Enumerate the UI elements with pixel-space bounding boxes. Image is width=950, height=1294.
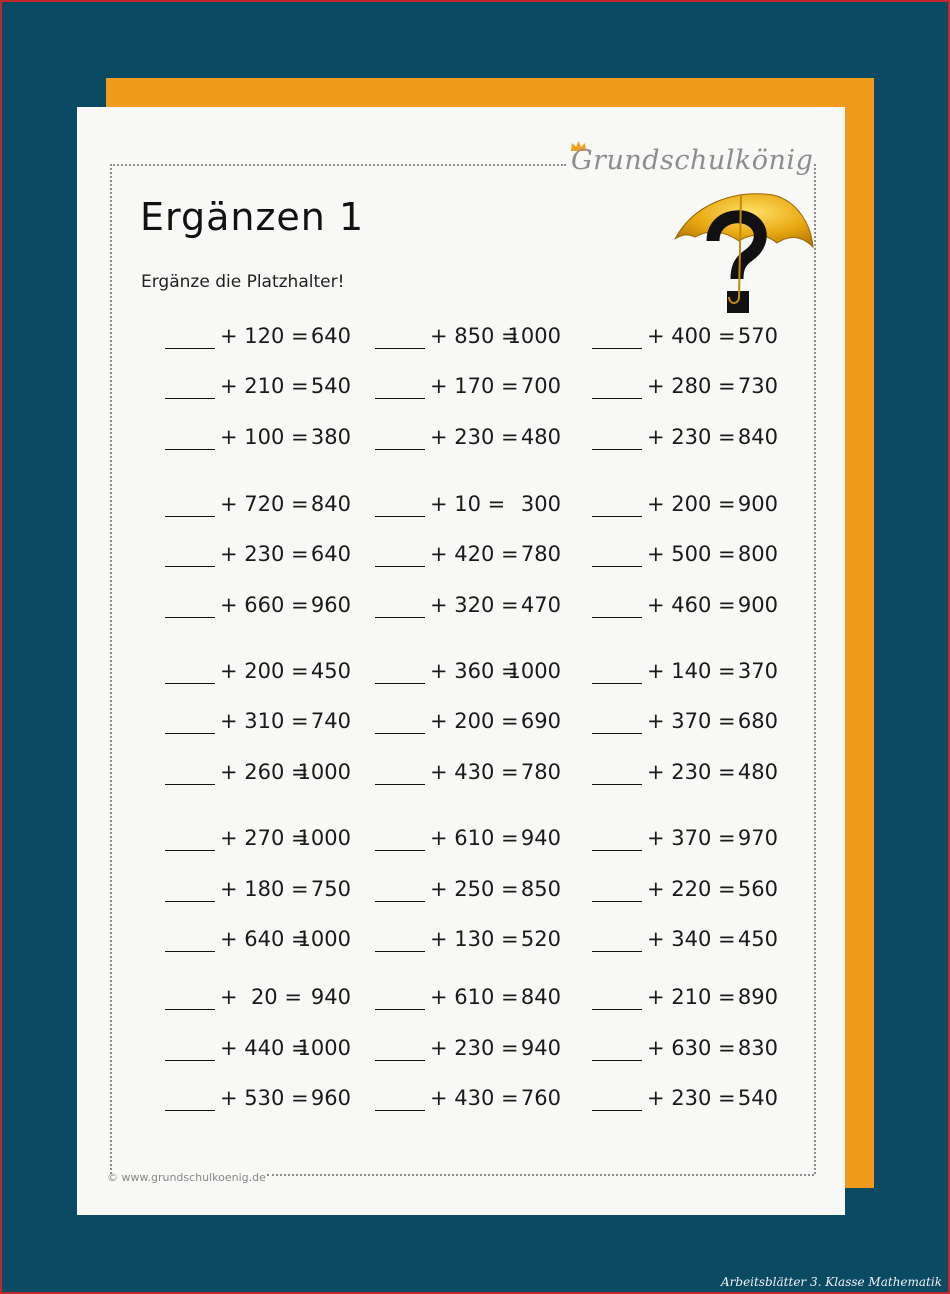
sum-text: 960 — [310, 1086, 351, 1110]
sum-text: 680 — [737, 709, 778, 733]
addend-text: + 420 = — [430, 542, 519, 566]
answer-blank[interactable] — [165, 449, 215, 450]
sum-text: 840 — [520, 985, 561, 1009]
answer-blank[interactable] — [165, 951, 215, 952]
addend-text: + 130 = — [430, 927, 519, 951]
answer-blank[interactable] — [375, 784, 425, 785]
answer-blank[interactable] — [375, 1060, 425, 1061]
sum-text: 830 — [737, 1036, 778, 1060]
addend-text: + 430 = — [430, 1086, 519, 1110]
addend-text: + 320 = — [430, 593, 519, 617]
addend-text: + 630 = — [647, 1036, 736, 1060]
footer-url: © www.grundschulkoenig.de — [107, 1171, 266, 1184]
instruction-text: Ergänze die Platzhalter! — [141, 272, 345, 292]
sum-text: 690 — [520, 709, 561, 733]
answer-blank[interactable] — [165, 617, 215, 618]
addend-text: + 430 = — [430, 760, 519, 784]
equation-item — [592, 492, 792, 520]
addend-text: + 230 = — [647, 1086, 736, 1110]
equation-item — [165, 659, 365, 687]
answer-blank[interactable] — [592, 516, 642, 517]
sum-text: 800 — [737, 542, 778, 566]
answer-blank[interactable] — [165, 398, 215, 399]
addend-text: + 530 = — [220, 1086, 309, 1110]
addend-text: + 640 = — [220, 927, 309, 951]
sum-text: 1000 — [297, 927, 351, 951]
addend-text: + 180 = — [220, 877, 309, 901]
answer-blank[interactable] — [165, 901, 215, 902]
answer-blank[interactable] — [165, 850, 215, 851]
addend-text: + 120 = — [220, 324, 309, 348]
sum-text: 840 — [737, 425, 778, 449]
answer-blank[interactable] — [375, 398, 425, 399]
answer-blank[interactable] — [592, 683, 642, 684]
sum-text: 750 — [310, 877, 351, 901]
answer-blank[interactable] — [375, 733, 425, 734]
answer-blank[interactable] — [592, 566, 642, 567]
page-title: Ergänzen 1 — [140, 195, 365, 239]
addend-text: + 270 = — [220, 826, 309, 850]
addend-text: + 660 = — [220, 593, 309, 617]
addend-text: + 20 = — [220, 985, 302, 1009]
sum-text: 890 — [737, 985, 778, 1009]
sum-text: 900 — [737, 492, 778, 516]
equation-item — [375, 324, 575, 352]
sum-text: 540 — [737, 1086, 778, 1110]
answer-blank[interactable] — [592, 850, 642, 851]
addend-text: + 230 = — [430, 1036, 519, 1060]
watermark-caption: Arbeitsblätter 3. Klasse Mathematik — [721, 1275, 942, 1289]
answer-blank[interactable] — [592, 1110, 642, 1111]
sum-text: 370 — [737, 659, 778, 683]
sum-text: 380 — [310, 425, 351, 449]
answer-blank[interactable] — [592, 951, 642, 952]
sum-text: 740 — [310, 709, 351, 733]
addend-text: + 10 = — [430, 492, 506, 516]
answer-blank[interactable] — [165, 1110, 215, 1111]
sum-text: 940 — [520, 1036, 561, 1060]
addend-text: + 310 = — [220, 709, 309, 733]
equation-item — [165, 542, 365, 570]
answer-blank[interactable] — [592, 1009, 642, 1010]
addend-text: + 230 = — [430, 425, 519, 449]
equation-item — [165, 760, 365, 788]
answer-blank[interactable] — [165, 516, 215, 517]
equation-item — [165, 1086, 365, 1114]
answer-blank[interactable] — [375, 516, 425, 517]
addend-text: + 340 = — [647, 927, 736, 951]
sum-text: 560 — [737, 877, 778, 901]
sum-text: 1000 — [507, 659, 561, 683]
addend-text: + 720 = — [220, 492, 309, 516]
sum-text: 780 — [520, 542, 561, 566]
answer-blank[interactable] — [375, 850, 425, 851]
sum-text: 760 — [520, 1086, 561, 1110]
sum-text: 960 — [310, 593, 351, 617]
answer-blank[interactable] — [592, 348, 642, 349]
equation-item — [375, 1086, 575, 1114]
addend-text: + 370 = — [647, 709, 736, 733]
equation-item — [165, 877, 365, 905]
answer-blank[interactable] — [375, 901, 425, 902]
addend-text: + 400 = — [647, 324, 736, 348]
equation-item — [375, 709, 575, 737]
equation-item — [375, 425, 575, 453]
sum-text: 540 — [310, 374, 351, 398]
answer-blank[interactable] — [375, 1009, 425, 1010]
sum-text: 900 — [737, 593, 778, 617]
equation-item — [165, 985, 365, 1013]
addend-text: + 140 = — [647, 659, 736, 683]
equation-item — [592, 709, 792, 737]
sum-text: 850 — [520, 877, 561, 901]
sum-text: 480 — [737, 760, 778, 784]
addend-text: + 260 = — [220, 760, 309, 784]
equation-item — [165, 826, 365, 854]
sum-text: 1000 — [297, 826, 351, 850]
addend-text: + 210 = — [220, 374, 309, 398]
equation-item — [375, 826, 575, 854]
equation-item — [165, 324, 365, 352]
addend-text: + 280 = — [647, 374, 736, 398]
equation-item — [375, 760, 575, 788]
addend-text: + 200 = — [220, 659, 309, 683]
equation-item — [592, 659, 792, 687]
answer-blank[interactable] — [375, 566, 425, 567]
answer-blank[interactable] — [592, 901, 642, 902]
addend-text: + 200 = — [430, 709, 519, 733]
answer-blank[interactable] — [375, 348, 425, 349]
brand-logo-text: Grundschulkönig — [571, 145, 814, 176]
equation-item — [375, 659, 575, 687]
equation-item — [165, 709, 365, 737]
problem-grid — [77, 107, 845, 1215]
answer-blank[interactable] — [165, 348, 215, 349]
sum-text: 570 — [737, 324, 778, 348]
sum-text: 700 — [520, 374, 561, 398]
equation-item — [592, 760, 792, 788]
equation-item — [375, 1036, 575, 1064]
answer-blank[interactable] — [375, 951, 425, 952]
answer-blank[interactable] — [165, 1009, 215, 1010]
equation-item — [375, 593, 575, 621]
equation-item — [592, 593, 792, 621]
answer-blank[interactable] — [592, 1060, 642, 1061]
answer-blank[interactable] — [165, 683, 215, 684]
equation-item — [165, 927, 365, 955]
equation-item — [592, 425, 792, 453]
sum-text: 780 — [520, 760, 561, 784]
sum-text: 450 — [737, 927, 778, 951]
equation-item — [375, 542, 575, 570]
addend-text: + 370 = — [647, 826, 736, 850]
addend-text: + 610 = — [430, 985, 519, 1009]
equation-item — [592, 877, 792, 905]
addend-text: + 230 = — [647, 425, 736, 449]
equation-item — [592, 374, 792, 402]
sum-text: 520 — [520, 927, 561, 951]
addend-text: + 170 = — [430, 374, 519, 398]
answer-blank[interactable] — [592, 733, 642, 734]
equation-item — [375, 492, 575, 520]
worksheet — [77, 107, 845, 1215]
addend-text: + 250 = — [430, 877, 519, 901]
addend-text: + 230 = — [647, 760, 736, 784]
equation-item — [375, 374, 575, 402]
sum-text: 640 — [310, 324, 351, 348]
equation-item — [165, 593, 365, 621]
addend-text: + 360 = — [430, 659, 519, 683]
sum-text: 730 — [737, 374, 778, 398]
answer-blank[interactable] — [165, 1060, 215, 1061]
equation-item — [592, 985, 792, 1013]
addend-text: + 850 = — [430, 324, 519, 348]
addend-text: + 220 = — [647, 877, 736, 901]
sum-text: 970 — [737, 826, 778, 850]
answer-blank[interactable] — [592, 784, 642, 785]
addend-text: + 610 = — [430, 826, 519, 850]
addend-text: + 460 = — [647, 593, 736, 617]
sum-text: 940 — [310, 985, 351, 1009]
sum-text: 450 — [310, 659, 351, 683]
answer-blank[interactable] — [375, 1110, 425, 1111]
sum-text: 480 — [520, 425, 561, 449]
addend-text: + 100 = — [220, 425, 309, 449]
addend-text: + 210 = — [647, 985, 736, 1009]
equation-item — [375, 877, 575, 905]
equation-item — [165, 374, 365, 402]
addend-text: + 440 = — [220, 1036, 309, 1060]
answer-blank[interactable] — [165, 566, 215, 567]
sum-text: 640 — [310, 542, 351, 566]
addend-text: + 500 = — [647, 542, 736, 566]
answer-blank[interactable] — [165, 784, 215, 785]
answer-blank[interactable] — [375, 617, 425, 618]
equation-item — [375, 927, 575, 955]
equation-item — [165, 492, 365, 520]
sum-text: 300 — [520, 492, 561, 516]
sum-text: 1000 — [297, 760, 351, 784]
sum-text: 1000 — [507, 324, 561, 348]
equation-item — [592, 927, 792, 955]
equation-item — [592, 542, 792, 570]
equation-item — [592, 1086, 792, 1114]
equation-item — [165, 1036, 365, 1064]
answer-blank[interactable] — [592, 449, 642, 450]
sum-text: 1000 — [297, 1036, 351, 1060]
answer-blank[interactable] — [165, 733, 215, 734]
answer-blank[interactable] — [375, 683, 425, 684]
addend-text: + 230 = — [220, 542, 309, 566]
sum-text: 840 — [310, 492, 351, 516]
answer-blank[interactable] — [592, 617, 642, 618]
sum-text: 470 — [520, 593, 561, 617]
equation-item — [165, 425, 365, 453]
equation-item — [592, 826, 792, 854]
equation-item — [592, 324, 792, 352]
equation-item — [592, 1036, 792, 1064]
answer-blank[interactable] — [375, 449, 425, 450]
sum-text: 940 — [520, 826, 561, 850]
answer-blank[interactable] — [592, 398, 642, 399]
equation-item — [375, 985, 575, 1013]
addend-text: + 200 = — [647, 492, 736, 516]
